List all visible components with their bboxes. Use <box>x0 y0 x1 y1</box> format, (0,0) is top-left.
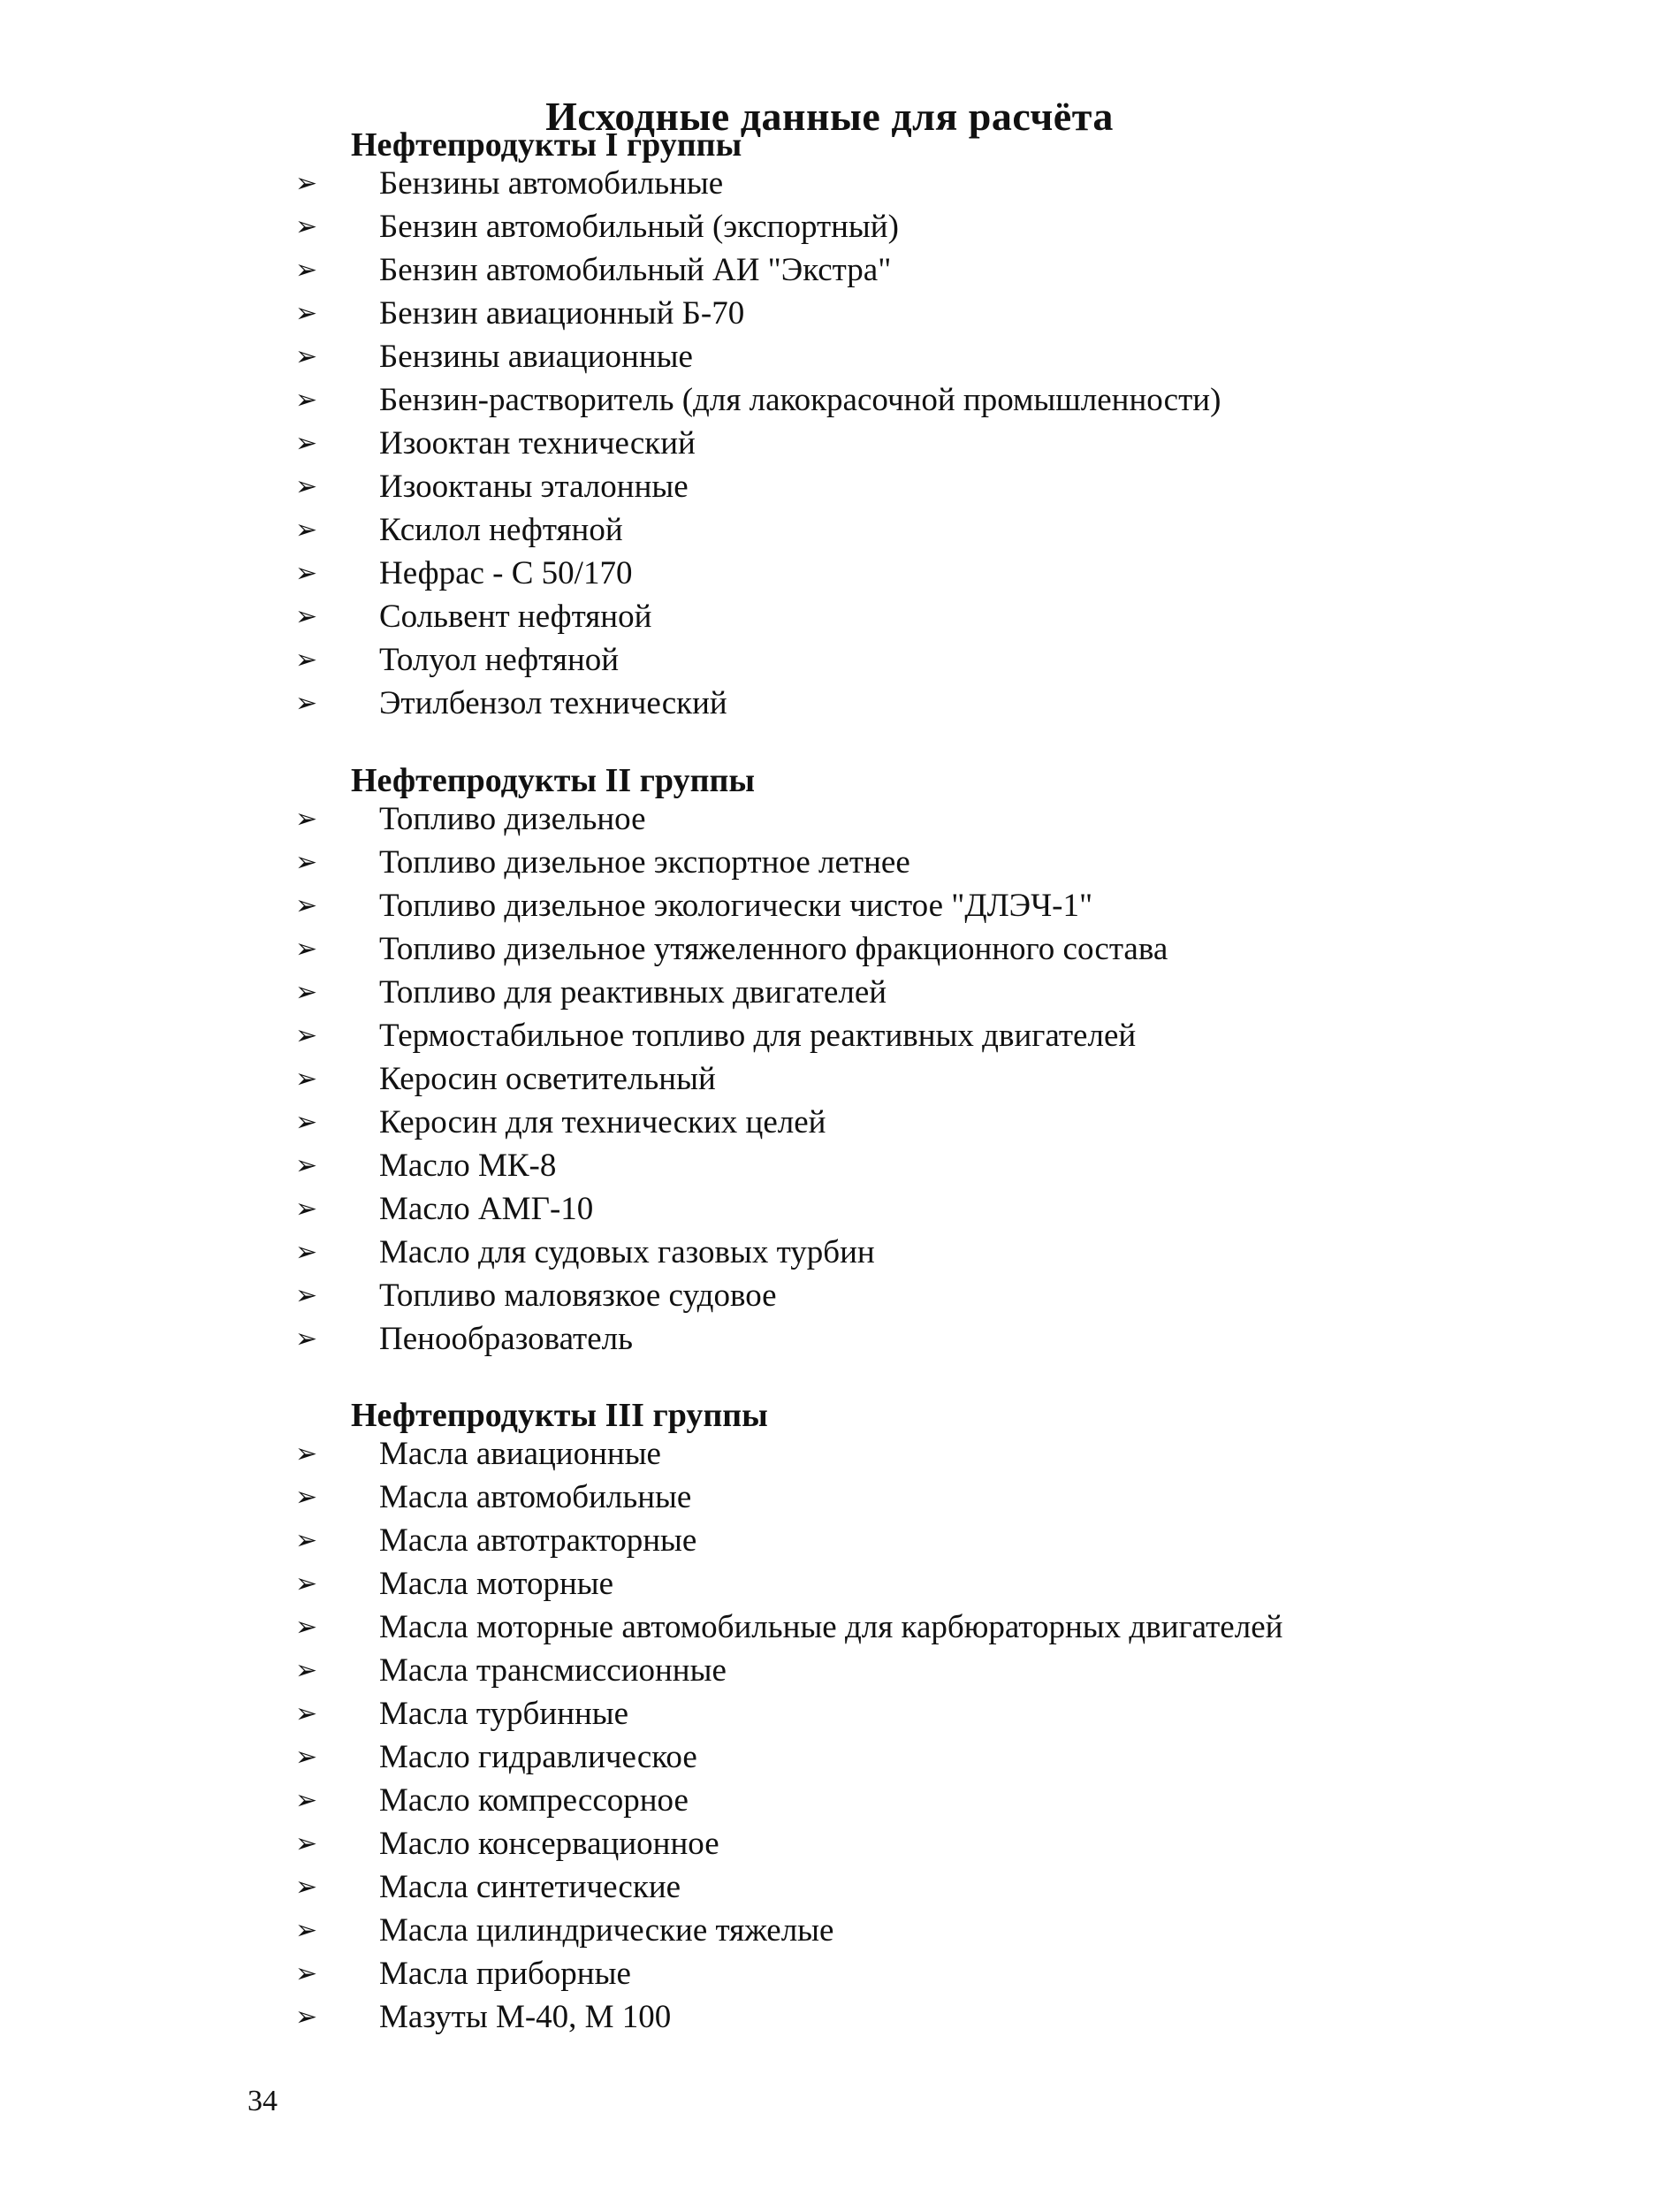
arrowhead-bullet-icon: ➢ <box>295 804 318 835</box>
list-item-label: Изооктаны эталонные <box>379 469 689 505</box>
arrowhead-bullet-icon: ➢ <box>295 1698 318 1729</box>
list-item <box>0 1524 1503 1567</box>
list-item <box>0 1063 1503 1106</box>
list-item-label: Масла моторные <box>379 1566 614 1602</box>
product-list <box>0 1438 1503 2044</box>
list-item-label: Бензины авиационные <box>379 339 693 375</box>
list-item-label: Масла автомобильные <box>379 1479 692 1515</box>
list-item-label: Масла трансмиссионные <box>379 1652 727 1689</box>
list-item <box>0 600 1503 644</box>
list-item <box>0 470 1503 514</box>
arrowhead-bullet-icon: ➢ <box>295 558 318 589</box>
arrowhead-bullet-icon: ➢ <box>295 1064 318 1095</box>
list-item-label: Топливо для реактивных двигателей <box>379 974 887 1011</box>
list-item <box>0 1323 1503 1366</box>
list-item <box>0 297 1503 340</box>
list-item <box>0 427 1503 470</box>
list-item <box>0 210 1503 254</box>
arrowhead-bullet-icon: ➢ <box>295 168 318 199</box>
arrowhead-bullet-icon: ➢ <box>295 1655 318 1686</box>
arrowhead-bullet-icon: ➢ <box>295 1612 318 1643</box>
list-item <box>0 557 1503 600</box>
list-item <box>0 933 1503 976</box>
list-item <box>0 167 1503 210</box>
list-item-label: Топливо дизельное экологически чистое "ДЛЭЧ-1" <box>379 888 1093 924</box>
list-item-label: Масла синтетические <box>379 1869 681 1905</box>
list-item <box>0 846 1503 889</box>
list-item <box>0 1611 1503 1654</box>
list-item-label: Пенообразователь <box>379 1321 633 1357</box>
page-number: 34 <box>247 2085 278 2117</box>
list-item-label: Ксилол нефтяной <box>379 512 623 548</box>
list-item <box>0 687 1503 730</box>
list-item <box>0 644 1503 687</box>
list-item <box>0 1697 1503 1741</box>
arrowhead-bullet-icon: ➢ <box>295 385 318 416</box>
list-item-label: Топливо маловязкое судовое <box>379 1278 777 1314</box>
list-item-label: Масло компрессорное <box>379 1782 689 1819</box>
section-heading: Нефтепродукты I группы <box>351 126 742 164</box>
list-item <box>0 1784 1503 1827</box>
list-item-label: Топливо дизельное <box>379 801 646 837</box>
list-item-label: Топливо дизельное утяжеленного фракционного состава <box>379 931 1168 967</box>
list-item <box>0 254 1503 297</box>
arrowhead-bullet-icon: ➢ <box>295 471 318 502</box>
list-item-label: Керосин для технических целей <box>379 1104 826 1140</box>
list-item-label: Мазуты М-40, М 100 <box>379 1999 672 2035</box>
arrowhead-bullet-icon: ➢ <box>295 1785 318 1816</box>
page-title: Исходные данные для расчёта <box>545 93 1114 139</box>
list-item-label: Масла автотракторные <box>379 1522 697 1559</box>
arrowhead-bullet-icon: ➢ <box>295 428 318 459</box>
list-item-label: Топливо дизельное экспортное летнее <box>379 844 910 881</box>
list-item-label: Изооктан технический <box>379 425 696 461</box>
arrowhead-bullet-icon: ➢ <box>295 1280 318 1311</box>
section-heading: Нефтепродукты II группы <box>351 762 756 799</box>
arrowhead-bullet-icon: ➢ <box>295 847 318 878</box>
list-item-label: Масла моторные автомобильные для карбюраторных двигателей <box>379 1609 1283 1645</box>
arrowhead-bullet-icon: ➢ <box>295 2002 318 2033</box>
arrowhead-bullet-icon: ➢ <box>295 890 318 921</box>
list-item <box>0 1914 1503 1957</box>
list-item <box>0 976 1503 1019</box>
list-item-label: Термостабильное топливо для реактивных двигателей <box>379 1018 1137 1054</box>
arrowhead-bullet-icon: ➢ <box>295 211 318 242</box>
list-item-label: Масло МК-8 <box>379 1148 557 1184</box>
product-list <box>0 803 1503 1366</box>
list-item <box>0 1481 1503 1524</box>
arrowhead-bullet-icon: ➢ <box>295 1438 318 1469</box>
list-item <box>0 889 1503 933</box>
list-item-label: Масло АМГ-10 <box>379 1191 594 1227</box>
arrowhead-bullet-icon: ➢ <box>295 515 318 545</box>
list-item <box>0 514 1503 557</box>
list-item-label: Бензины автомобильные <box>379 165 724 202</box>
arrowhead-bullet-icon: ➢ <box>295 1568 318 1599</box>
arrowhead-bullet-icon: ➢ <box>295 601 318 632</box>
list-item-label: Масла турбинные <box>379 1696 629 1732</box>
list-item <box>0 2001 1503 2044</box>
list-item <box>0 1654 1503 1697</box>
arrowhead-bullet-icon: ➢ <box>295 1828 318 1859</box>
list-item-label: Сольвент нефтяной <box>379 599 652 635</box>
list-item <box>0 1567 1503 1611</box>
arrowhead-bullet-icon: ➢ <box>295 688 318 719</box>
list-item <box>0 1149 1503 1193</box>
arrowhead-bullet-icon: ➢ <box>295 1958 318 1989</box>
arrowhead-bullet-icon: ➢ <box>295 977 318 1008</box>
list-item-label: Бензин автомобильный (экспортный) <box>379 209 899 245</box>
list-item-label: Масла приборные <box>379 1956 631 1992</box>
arrowhead-bullet-icon: ➢ <box>295 298 318 329</box>
list-item-label: Масло консервационное <box>379 1826 719 1862</box>
list-item <box>0 1741 1503 1784</box>
list-item <box>0 1019 1503 1063</box>
arrowhead-bullet-icon: ➢ <box>295 1020 318 1051</box>
list-item-label: Бензин авиационный Б-70 <box>379 295 745 332</box>
list-item <box>0 1871 1503 1914</box>
arrowhead-bullet-icon: ➢ <box>295 255 318 286</box>
list-item-label: Бензин автомобильный АИ "Экстра" <box>379 252 892 288</box>
list-item-label: Масло гидравлическое <box>379 1739 697 1775</box>
list-item-label: Масла авиационные <box>379 1436 661 1472</box>
arrowhead-bullet-icon: ➢ <box>295 645 318 675</box>
arrowhead-bullet-icon: ➢ <box>295 1107 318 1138</box>
arrowhead-bullet-icon: ➢ <box>295 934 318 965</box>
list-item-label: Этилбензол технический <box>379 685 727 721</box>
list-item <box>0 384 1503 427</box>
arrowhead-bullet-icon: ➢ <box>295 1872 318 1903</box>
arrowhead-bullet-icon: ➢ <box>295 1525 318 1556</box>
list-item <box>0 1236 1503 1279</box>
list-item-label: Нефрас - С 50/170 <box>379 555 633 591</box>
list-item <box>0 1438 1503 1481</box>
section-heading: Нефтепродукты III группы <box>351 1397 768 1434</box>
list-item-label: Толуол нефтяной <box>379 642 620 678</box>
arrowhead-bullet-icon: ➢ <box>295 1742 318 1773</box>
arrowhead-bullet-icon: ➢ <box>295 1482 318 1513</box>
list-item-label: Бензин-растворитель (для лакокрасочной промышленности) <box>379 382 1221 418</box>
list-item <box>0 1106 1503 1149</box>
list-item-label: Керосин осветительный <box>379 1061 716 1097</box>
arrowhead-bullet-icon: ➢ <box>295 1323 318 1354</box>
list-item <box>0 803 1503 846</box>
list-item <box>0 1827 1503 1871</box>
list-item <box>0 1193 1503 1236</box>
arrowhead-bullet-icon: ➢ <box>295 1150 318 1181</box>
arrowhead-bullet-icon: ➢ <box>295 341 318 372</box>
list-item-label: Масло для судовых газовых турбин <box>379 1234 875 1270</box>
product-list <box>0 167 1503 730</box>
list-item <box>0 340 1503 384</box>
arrowhead-bullet-icon: ➢ <box>295 1194 318 1224</box>
list-item <box>0 1957 1503 2001</box>
arrowhead-bullet-icon: ➢ <box>295 1915 318 1946</box>
list-item-label: Масла цилиндрические тяжелые <box>379 1912 834 1949</box>
list-item <box>0 1279 1503 1323</box>
arrowhead-bullet-icon: ➢ <box>295 1237 318 1268</box>
